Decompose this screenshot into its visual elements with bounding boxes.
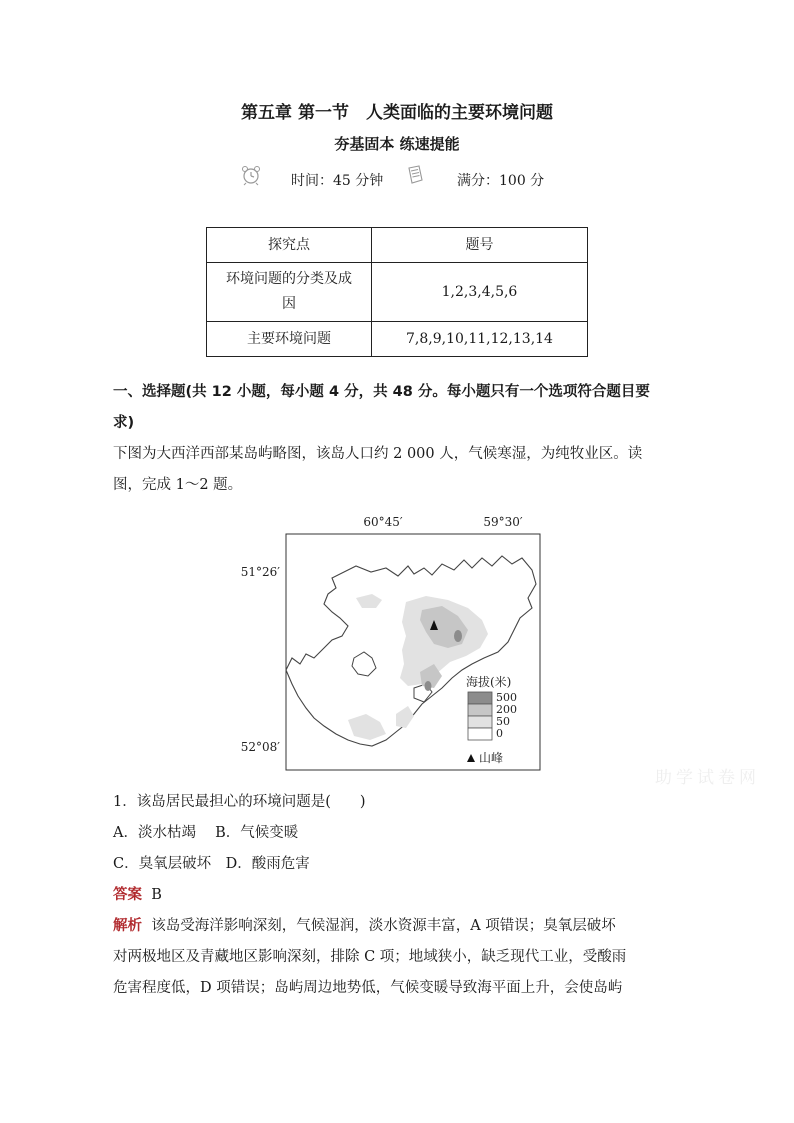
alarm-clock-icon bbox=[240, 164, 262, 190]
page-subtitle: 夯基固本 练速提能 bbox=[334, 135, 460, 153]
legend-title: 海拔(米) bbox=[466, 675, 512, 689]
analysis-line: 危害程度低，D 项错误；岛屿周边地势低，气候变暖导致海平面上升，会使岛屿 bbox=[113, 980, 623, 996]
intro-line: 下图为大西洋西部某岛屿略图，该岛人口约 2 000 人，气候寒湿，为纯牧业区。读 bbox=[113, 446, 643, 462]
full-score: 满分：100 分 bbox=[457, 173, 545, 189]
elevation-500-zone bbox=[454, 630, 462, 642]
table-header-cell: 题号 bbox=[372, 228, 588, 263]
section-heading bbox=[113, 377, 683, 439]
table-header-cell: 探究点 bbox=[207, 228, 372, 263]
table-row bbox=[207, 322, 588, 357]
legend-level: 50 bbox=[496, 715, 510, 728]
legend-swatch-0 bbox=[468, 728, 492, 740]
elevation-500-zone bbox=[425, 681, 432, 691]
exam-meta bbox=[0, 168, 794, 190]
question-stem: 1．该岛居民最担心的环境问题是( ) bbox=[113, 794, 366, 810]
table-cell-topic: 主要环境问题 bbox=[207, 322, 372, 357]
legend-swatch-500 bbox=[468, 692, 492, 704]
question-options-line: C．臭氧层破坏 D．酸雨危害 bbox=[113, 856, 310, 872]
analysis-line: 对两极地区及青藏地区影响深刻，排除 C 项；地域狭小，缺乏现代工业，受酸雨 bbox=[113, 949, 627, 965]
lat-label: 51°26′ bbox=[240, 565, 280, 579]
answer-value: B bbox=[151, 887, 162, 903]
answer-label: 答案 bbox=[113, 887, 142, 903]
legend-swatch-50 bbox=[468, 716, 492, 728]
intro-line: 图，完成 1～2 题。 bbox=[113, 477, 243, 493]
legend-level: 0 bbox=[496, 727, 503, 740]
lon-label: 59°30′ bbox=[483, 515, 523, 529]
table-cell-nums: 1,2,3,4,5,6 bbox=[372, 263, 588, 322]
topics-table bbox=[206, 227, 588, 357]
legend-level: 500 bbox=[496, 691, 517, 704]
analysis-text: 该岛受海洋影响深刻，气候湿润，淡水资源丰富，A 项错误；臭氧层破坏 bbox=[151, 918, 616, 934]
table-header-row bbox=[207, 228, 588, 263]
topic-text-line: 环境问题的分类及成 bbox=[226, 271, 352, 287]
analysis-label: 解析 bbox=[113, 918, 142, 934]
island-map bbox=[236, 508, 546, 776]
table-row bbox=[207, 263, 588, 322]
question-1 bbox=[113, 787, 683, 1004]
section-heading-line: 求) bbox=[113, 415, 135, 431]
table-cell-topic bbox=[207, 263, 372, 322]
question-options-line: A．淡水枯竭 B．气候变暖 bbox=[113, 825, 299, 841]
legend-peak-label: 山峰 bbox=[479, 751, 504, 765]
page-title: 第五章 第一节 人类面临的主要环境问题 bbox=[241, 103, 553, 123]
legend-level: 200 bbox=[496, 703, 517, 716]
analysis-line bbox=[113, 911, 683, 942]
answer-line bbox=[113, 880, 683, 911]
lat-label: 52°08′ bbox=[240, 740, 280, 754]
island-map-figure bbox=[236, 508, 546, 776]
section-heading-line: 一、选择题(共 12 小题，每小题 4 分，共 48 分。每小题只有一个选项符合题目要 bbox=[113, 384, 650, 400]
watermark: 助学试卷网 bbox=[655, 768, 760, 788]
time-limit: 时间：45 分钟 bbox=[291, 173, 384, 189]
question-intro bbox=[113, 439, 683, 501]
legend-peak-icon bbox=[467, 754, 475, 762]
paper-score-icon bbox=[404, 164, 426, 190]
map-legend bbox=[466, 674, 517, 765]
legend-swatch-200 bbox=[468, 704, 492, 716]
table-cell-nums: 7,8,9,10,11,12,13,14 bbox=[372, 322, 588, 357]
topic-text-line: 因 bbox=[282, 296, 296, 312]
lon-label: 60°45′ bbox=[363, 515, 403, 529]
